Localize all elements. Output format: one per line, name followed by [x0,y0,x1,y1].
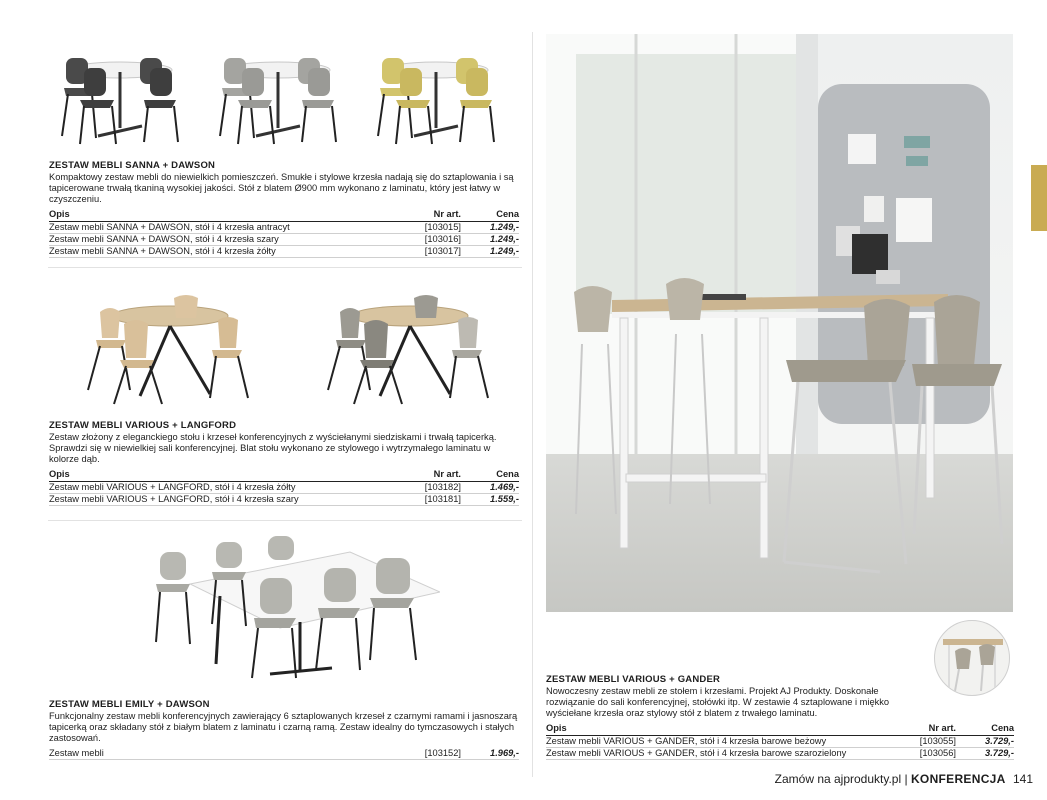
column-header-price: Cena [461,209,519,222]
table-row [546,736,1014,748]
column-header-art: Nr art. [894,723,956,736]
page-footer [775,772,1033,786]
price-table [49,209,519,258]
row-price: 1.559,- [461,494,519,506]
column-header-opis: Opis [546,723,894,736]
row-description: Zestaw mebli VARIOUS + GANDER, stół i 4 krzesła barowe beżowy [546,736,894,748]
langford-set-oak [88,295,248,404]
sanna-dawson-product-image [48,48,518,148]
footer-website-link[interactable]: Zamów na ajprodukty.pl [774,772,902,786]
product-sanna-dawson [49,160,519,258]
section-tab-marker [1031,165,1047,231]
table-row [49,748,519,760]
various-langford-product-image [70,290,510,410]
column-header-opis: Opis [49,209,399,222]
row-article-number: [103182] [399,482,461,494]
product-title: ZESTAW MEBLI EMILY + DAWSON [49,699,210,710]
table-header-row [49,209,519,222]
row-price: 1.249,- [461,222,519,234]
page-number: 141 [1012,772,1033,786]
emily-dawson-product-image [150,532,440,682]
column-header-price: Cena [461,469,519,482]
section-divider [48,520,522,521]
product-description: Kompaktowy zestaw mebli do niewielkich pomieszczeń. Smukłe i stylowe krzesła nadają się do sztaplowania i są tapicerowane trwałą tkaniną wysokiej jakości. Stół z blatem Ø900 mm wykonano z laminatu, który jest łatwy w czyszczeniu. [49,172,514,204]
table-header-row [49,469,519,482]
row-article-number: [103056] [894,748,956,760]
row-price: 3.729,- [956,748,1014,760]
row-description: Zestaw mebli VARIOUS + GANDER, stół i 4 krzesła barowe szarozielony [546,748,894,760]
product-various-langford [49,420,519,506]
row-price: 1.249,- [461,246,519,258]
row-article-number: [103017] [399,246,461,258]
row-article-number: [103181] [399,494,461,506]
product-various-gander [546,674,1014,760]
row-description: Zestaw mebli SANNA + DAWSON, stół i 4 krzesła szary [49,234,399,246]
product-description: Nowoczesny zestaw mebli ze stołem i krzesłami. Projekt AJ Produkty. Doskonałe rozwiązanie do sali konferencyjnej, stołówki itp. W zestawie 4 sztaplowane i miękko wyściełane krzesła oraz stylowy stół z blatem z trwałego laminatu. [546,686,890,718]
table-row [546,748,1014,760]
row-article-number: [103152] [399,748,461,760]
row-article-number: [103055] [894,736,956,748]
column-header-price: Cena [956,723,1014,736]
sanna-set-anthracite [62,58,178,144]
column-header-art: Nr art. [399,209,461,222]
price-table [546,723,1014,760]
row-article-number: [103015] [399,222,461,234]
row-description: Zestaw mebli VARIOUS + LANGFORD, stół i 4 krzesła żółty [49,482,399,494]
row-price: 3.729,- [956,736,1014,748]
table-row [49,246,519,258]
row-description: Zestaw mebli VARIOUS + LANGFORD, stół i 4 krzesła szary [49,494,399,506]
row-article-number: [103016] [399,234,461,246]
row-description: Zestaw mebli [49,748,399,760]
column-header-art: Nr art. [399,469,461,482]
column-header-opis: Opis [49,469,399,482]
row-price: 1.969,- [461,748,519,760]
table-row [49,234,519,246]
row-description: Zestaw mebli SANNA + DAWSON, stół i 4 krzesła antracyt [49,222,399,234]
table-row [49,482,519,494]
footer-section-name: KONFERENCJA [910,772,1006,786]
product-emily-dawson [49,699,519,760]
price-table [49,748,519,760]
price-table [49,469,519,506]
row-price: 1.469,- [461,482,519,494]
row-description: Zestaw mebli SANNA + DAWSON, stół i 4 krzesła żółty [49,246,399,258]
sanna-set-grey [220,58,336,144]
sanna-set-yellow [378,58,494,144]
column-divider [532,32,533,777]
product-title: ZESTAW MEBLI VARIOUS + LANGFORD [49,420,237,431]
product-description: Funkcjonalny zestaw mebli konferencyjnych zawierający 6 sztaplowanych krzeseł z czarnymi ramami i jasnoszarą tapicerką oraz składany stół z białym blatem z laminatu i czarną ramą. Zestaw idealny do tymczasowych i stałych zastosowań. [49,711,518,743]
row-price: 1.249,- [461,234,519,246]
langford-set-grey [328,295,488,404]
table-row [49,494,519,506]
various-gander-room-photo [546,34,1013,612]
product-description: Zestaw złożony z eleganckiego stołu i krzeseł konferencyjnych z wyściełanymi siedziskami i trwałą tapicerką. Sprawdzi się w niewielkiej sali konferencyjnej. Blat stołu wykonano ze stylowego i wytrzymałego laminatu w kolorze dąb. [49,432,497,464]
section-divider [48,267,522,268]
product-title: ZESTAW MEBLI VARIOUS + GANDER [546,674,721,685]
table-row [49,222,519,234]
product-title: ZESTAW MEBLI SANNA + DAWSON [49,160,216,171]
footer-separator: | [904,772,908,786]
table-header-row [546,723,1014,736]
